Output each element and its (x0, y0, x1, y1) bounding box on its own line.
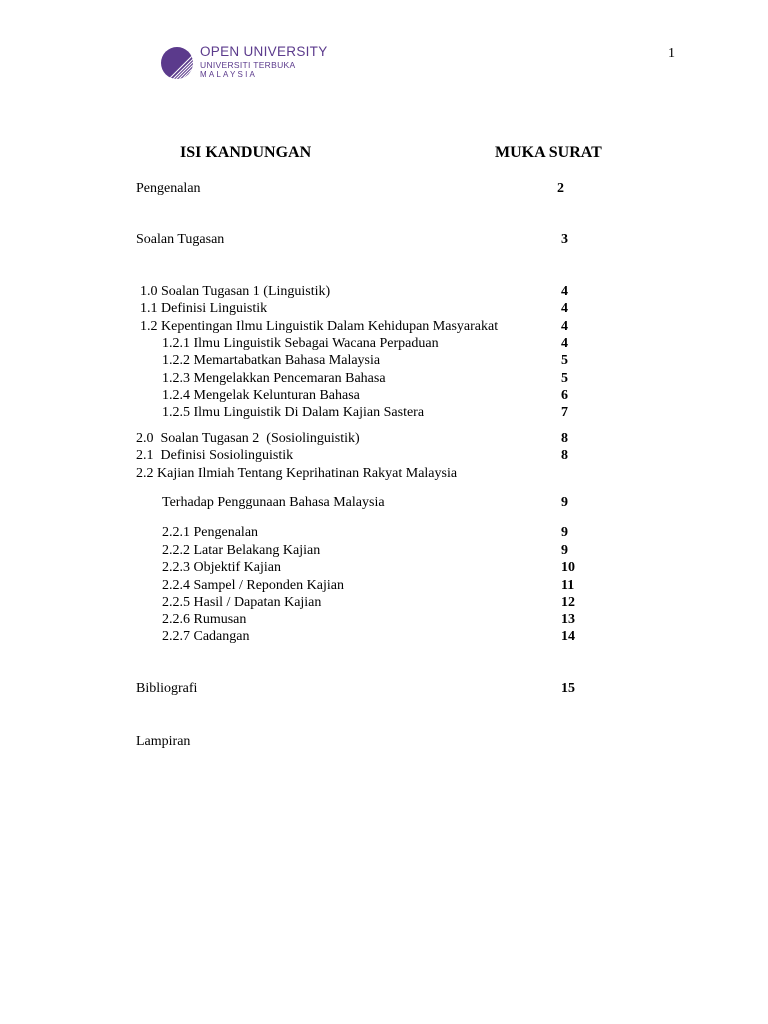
page-number: 1 (668, 46, 675, 61)
toc-entry-label: Bibliografi (136, 681, 198, 696)
toc-entry-page: 8 (561, 448, 568, 463)
logo-subtitle: UNIVERSITI TERBUKA (200, 60, 296, 70)
toc-entry-label: 2.2.3 Objektif Kajian (162, 560, 281, 575)
university-logo (160, 44, 330, 82)
toc-entry-page: 12 (561, 595, 575, 610)
toc-entry-label: 2.2.2 Latar Belakang Kajian (162, 543, 321, 558)
toc-entry-label: 2.2 Kajian Ilmiah Tentang Keprihatinan Rakyat Malaysia (136, 466, 458, 481)
toc-entry-page: 13 (561, 612, 575, 627)
toc-entry-page: 4 (561, 319, 568, 334)
toc-entry-label: Pengenalan (136, 181, 201, 196)
toc-entry-label: 2.0 Soalan Tugasan 2 (Sosiolinguistik) (136, 431, 360, 446)
toc-entry-page: 2 (557, 181, 564, 196)
logo-country: MALAYSIA (200, 70, 258, 79)
toc-entry-label: 2.1 Definisi Sosiolinguistik (136, 448, 294, 463)
toc-entry-page: 15 (561, 681, 575, 696)
toc-entry-page: 6 (561, 388, 568, 403)
toc-entry-page: 5 (561, 353, 568, 368)
toc-entry-label: 2.2.4 Sampel / Reponden Kajian (162, 578, 344, 593)
toc-entry-page: 4 (561, 301, 568, 316)
toc-entry-page: 5 (561, 371, 568, 386)
toc-entry-page: 4 (561, 336, 568, 351)
toc-entry-label: Lampiran (136, 734, 191, 749)
toc-entry-page: 9 (561, 543, 568, 558)
toc-entry-label: 1.2.2 Memartabatkan Bahasa Malaysia (162, 353, 381, 368)
toc-entry-label: 1.2 Kepentingan Ilmu Linguistik Dalam Kehidupan Masyarakat (140, 319, 499, 334)
toc-entry-page: 11 (561, 578, 575, 593)
toc-entry-label: Soalan Tugasan (136, 232, 225, 247)
toc-entry-page: 4 (561, 284, 568, 299)
toc-entry-label: 1.2.4 Mengelak Kelunturan Bahasa (162, 388, 360, 403)
toc-entry-page: 14 (561, 629, 575, 644)
toc-entry-label: 2.2.7 Cadangan (162, 629, 250, 644)
toc-entry-label: 1.0 Soalan Tugasan 1 (Linguistik) (140, 284, 331, 299)
toc-entry-label: 1.2.3 Mengelakkan Pencemaran Bahasa (162, 371, 386, 386)
toc-entry-label: 1.1 Definisi Linguistik (140, 301, 268, 316)
contents-heading: ISI KANDUNGAN (180, 144, 312, 161)
toc-entry-label: 2.2.6 Rumusan (162, 612, 247, 627)
toc-entry-page: 9 (561, 495, 568, 510)
toc-entry-label: Terhadap Penggunaan Bahasa Malaysia (162, 495, 385, 510)
toc-entry-page: 10 (561, 560, 575, 575)
toc-entry-label: 2.2.1 Pengenalan (162, 525, 259, 540)
toc-entry-page: 7 (561, 405, 568, 420)
university-emblem-icon (160, 46, 194, 80)
page-heading: MUKA SURAT (495, 144, 602, 161)
toc-entry-label: 1.2.1 Ilmu Linguistik Sebagai Wacana Perpaduan (162, 336, 439, 351)
toc-entry-label: 1.2.5 Ilmu Linguistik Di Dalam Kajian Sastera (162, 405, 425, 420)
toc-entry-page: 8 (561, 431, 568, 446)
toc-entry-page: 9 (561, 525, 568, 540)
toc-entry-label: 2.2.5 Hasil / Dapatan Kajian (162, 595, 322, 610)
toc-entry-page: 3 (561, 232, 568, 247)
logo-title: OPEN UNIVERSITY (200, 44, 328, 59)
